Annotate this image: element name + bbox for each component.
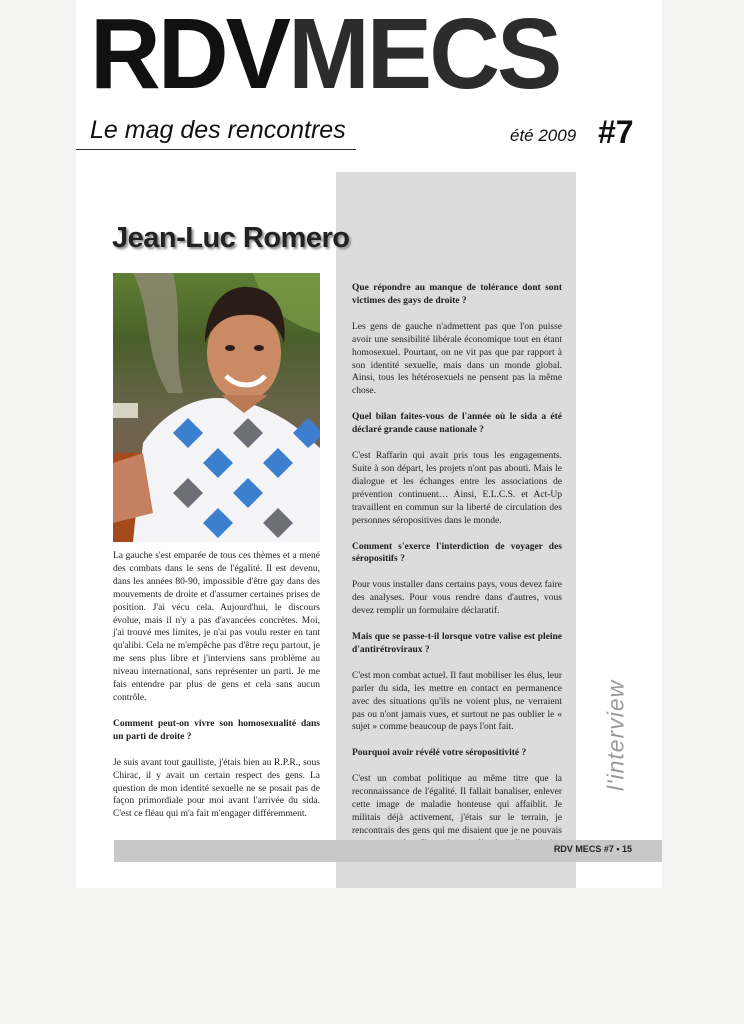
issue-season: été 2009 <box>510 126 577 145</box>
section-label-interview: l'interview <box>602 679 629 791</box>
page-footer-bar <box>114 840 662 862</box>
question-heading: Quel bilan faites-vous de l'année où le sida a été déclaré grande cause nationale ? <box>352 412 562 436</box>
paragraph: C'est un combat politique au même titre que la reconnaissance de l'égalité. Il fallait banaliser, enlever cette image de maladie honteuse qui affaiblit. Je militais déjà activement, j'étais sur le terrain, je rencontrais des gens qui me disaient que je ne pouvais <box>352 774 562 836</box>
issue-number: #7 <box>598 114 634 150</box>
paragraph: C'est Raffarin qui avait pris tous les engagements. Suite à son départ, les projets n'ont pas abouti. Mais le dialogue et les échanges entre les associations de prévention continuent… Ainsi, E.L.C.S. et Act-Up travaillent en commun sur la liberté de circulation des personnes séropositives dans le monde. <box>352 451 562 526</box>
paragraph: Je suis avant tout gaulliste, j'étais bien au R.P.R., sous Chirac, il y avait un certain respect des gens. La question de mon identité sexuelle ne se posait pas de façon primordiale pour moi avant l'arrivée du sida. C'est ce fléau qui m'a fait m'engager différemment. <box>113 757 320 820</box>
question-heading: Que répondre au manque de tolérance dont sont victimes des gays de droite ? <box>352 283 562 306</box>
article-column-right <box>352 282 562 877</box>
paragraph: La gauche s'est emparée de tous ces thèmes et a mené des combats dans le sens de l'égalité. Il est devenu, dans les années 80-90, impossible d'être gay dans des mouvements de droite et d'assumer certaines prises de position. J'ai vécu cela. Aujourd'hui, le discours évolue, mais il n'y a pas d'avancées concrètes. Moi, j'ai trouvé mes limites, je n'ai pas voulu rester en tant qu'alibi. Cela ne m'empêche pas d'être reçu partout, je me sens plus libre et j'interviens sans problème au niveau international, sans représenter un parti. Je me fais entendre par plus de gens et cela sans aucun contrôle. <box>113 551 320 703</box>
question-heading: Mais que se passe-t-il lorsque votre valise est pleine d'antirétroviraux ? <box>352 632 562 655</box>
portrait-illustration <box>113 273 320 542</box>
question-heading: Comment peut-on vivre son homosexualité dans un parti de droite ? <box>113 718 320 742</box>
footer-page-number: RDV MECS #7 • 15 <box>553 844 632 854</box>
article-column-left <box>113 550 320 834</box>
logo-rdv: RDV <box>90 0 289 110</box>
article-title: Jean-Luc Romero <box>112 222 350 254</box>
tagline-underline <box>76 149 356 150</box>
portrait-photo <box>113 273 320 542</box>
logo-mecs: MECS <box>288 0 560 110</box>
magazine-logo <box>90 0 560 110</box>
paragraph: C'est mon combat actuel. Il faut mobiliser les élus, leur parler du sida, les mettre en contact en permanence avec des situations qu'ils ne voient plus, ne verraient pas ou n'ont jamais vues, et surtout ne pas oublier le « sujet » comme beaucoup de pays l'ont fait. <box>352 670 562 733</box>
question-heading: Comment s'exerce l'interdiction de voyager des séropositifs ? <box>352 541 562 565</box>
question-heading: Pourquoi avoir révélé votre séropositivité ? <box>352 748 527 759</box>
magazine-tagline: Le mag des rencontres <box>90 116 346 144</box>
paragraph: Pour vous installer dans certains pays, vous devez faire des analyses. Pour vous rendre dans d'autres, vous devez remplir un formulaire déclaratif. <box>352 580 562 617</box>
paragraph: Les gens de gauche n'admettent pas que l'on puisse avoir une sensibilité libérale économique tout en étant homosexuel. Pourtant, on ne vit pas que par rapport à son identité sexuelle, mais dans un monde global. Ainsi, tous les hétérosexuels ne pensent pas la même chose. <box>352 321 562 397</box>
